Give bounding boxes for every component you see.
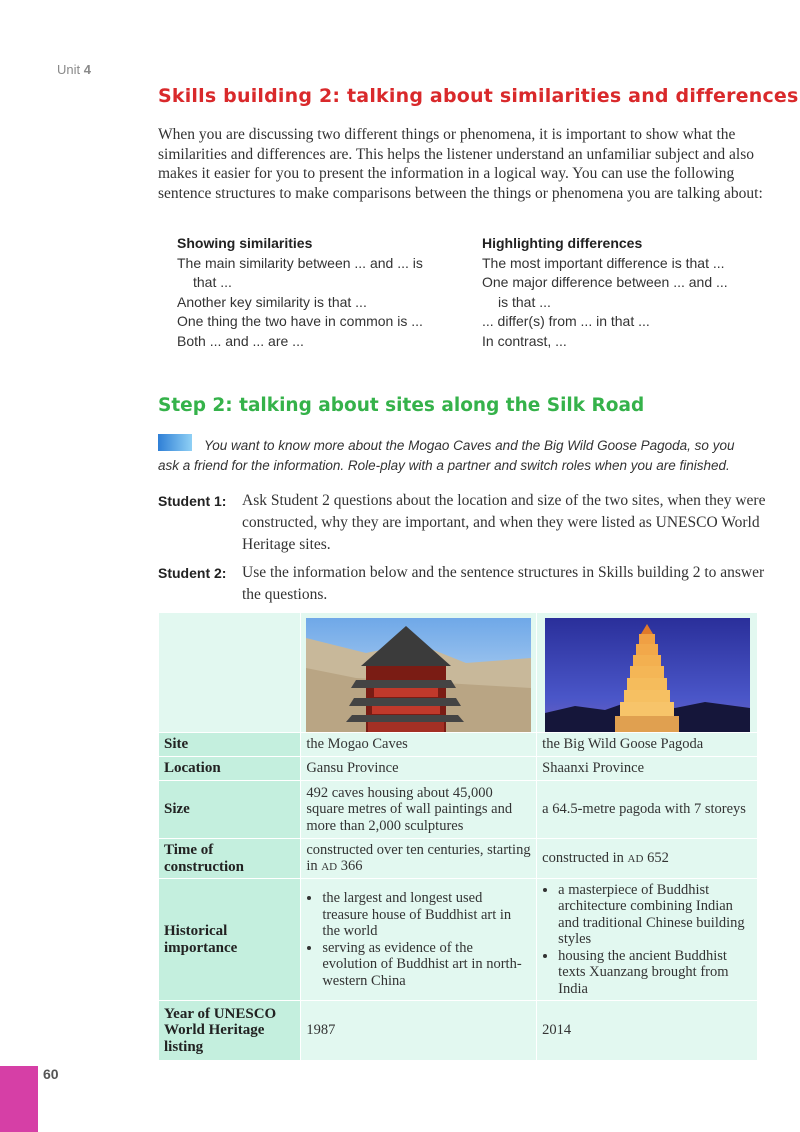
size-a-cell: 492 caves housing about 45,000 square metres of wall paintings and more than 2,000 sculptures (301, 781, 537, 839)
size-row (159, 781, 758, 839)
time-b-cell: constructed in AD 652 (537, 839, 758, 879)
skills-intro: When you are discussing two different things or phenomena, it is important to show what the similarities and differences are. This helps the listener understand an unfamiliar subject and also makes it easier for you to present the information in a logical way. You can use the following sentence structures to make comparisons between the things or phenomena you are talking about: (158, 126, 763, 202)
student-2-instructions (158, 562, 768, 606)
location-b-cell: Shaanxi Province (537, 757, 758, 781)
history-b-item-1: • a masterpiece of Buddhist architecture combining Indian and traditional Chinese building styles (558, 882, 752, 948)
task-instructions: You want to know more about the Mogao Caves and the Big Wild Goose Pagoda, so you ask a friend for the information. Role-play with a partner and switch roles when you are finished. (158, 438, 735, 473)
differences-heading: Highlighting differences (482, 235, 643, 251)
row-header-site: Site (159, 733, 301, 757)
difference-phrase: One major difference between ... and ... (482, 274, 728, 290)
history-row (159, 879, 758, 1001)
similarity-phrase-cont: that ... (193, 274, 232, 290)
similarities-column (177, 234, 467, 351)
row-header-history: Historical importance (159, 879, 301, 1001)
row-header-year: Year of UNESCO World Heritage listing (159, 1001, 301, 1061)
year-a-cell: 1987 (301, 1001, 537, 1061)
unit-label: Unit 4 (57, 62, 91, 77)
similarity-phrase: Another key similarity is that ... (177, 293, 367, 310)
similarities-heading: Showing similarities (177, 235, 313, 251)
student-2-label: Student 2: (158, 565, 227, 581)
era-label: AD (321, 861, 338, 873)
empty-cell (159, 613, 301, 733)
similarity-phrase: The main similarity between ... and ... is (177, 254, 423, 271)
pagoda-photo-cell (537, 613, 758, 733)
step-heading: Step 2: talking about sites along the Silk Road (158, 395, 645, 416)
history-a-item-1: • the largest and longest used treasure house of Buddhist art in the world (322, 890, 531, 940)
year-b-cell: 2014 (537, 1001, 758, 1061)
student-1-label: Student 1: (158, 493, 227, 509)
history-b-item-2: • housing the ancient Buddhist texts Xuanzang brought from India (558, 948, 752, 998)
size-b-cell: a 64.5-metre pagoda with 7 storeys (537, 781, 758, 839)
history-a-item-2: • serving as evidence of the evolution of Buddhist art in north-western China (322, 940, 531, 990)
skills-heading: Skills building 2: talking about similarities and differences (158, 85, 799, 107)
difference-phrase: In contrast, ... (482, 332, 567, 349)
row-header-time: Time of construction (159, 839, 301, 879)
page-color-tab (0, 1066, 38, 1132)
difference-phrase: The most important difference is that ... (482, 254, 725, 271)
student-2-text: Use the information below and the sentence structures in Skills building 2 to answer the questions. (242, 564, 765, 603)
site-row (159, 733, 758, 757)
similarity-phrase: One thing the two have in common is ... (177, 313, 423, 329)
student-1-text: Ask Student 2 questions about the location and size of the two sites, when they were constructed, why they are important, and when they were listed as UNESCO World Heritage sites. (242, 492, 766, 553)
student-1-instructions (158, 490, 768, 556)
location-a-cell: Gansu Province (301, 757, 537, 781)
image-row (159, 613, 758, 733)
differences-column (482, 234, 772, 351)
location-row (159, 757, 758, 781)
history-b-cell (537, 879, 758, 1001)
sites-table (158, 612, 758, 1061)
year-row (159, 1001, 758, 1061)
time-a-cell: constructed over ten centuries, starting in AD 366 (301, 839, 537, 879)
unit-number: 4 (83, 62, 91, 77)
mogao-caves-photo (306, 618, 531, 732)
row-header-size: Size (159, 781, 301, 839)
time-row (159, 839, 758, 879)
difference-phrase-cont: is that ... (498, 293, 551, 310)
similarity-phrase: Both ... and ... are ... (177, 332, 304, 349)
row-header-location: Location (159, 757, 301, 781)
pagoda-photo (545, 618, 750, 732)
page-number: 60 (43, 1066, 59, 1082)
mogao-photo-cell (301, 613, 537, 733)
site-a-cell: the Mogao Caves (301, 733, 537, 757)
site-b-cell: the Big Wild Goose Pagoda (537, 733, 758, 757)
era-label: AD (627, 852, 644, 865)
difference-phrase: ... differ(s) from ... in that ... (482, 313, 650, 329)
history-a-cell (301, 879, 537, 1001)
